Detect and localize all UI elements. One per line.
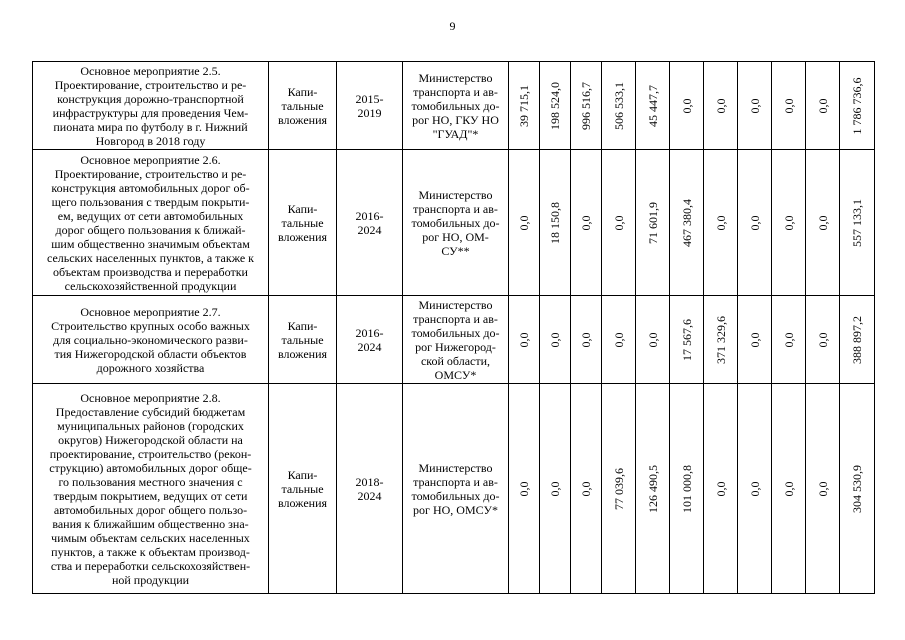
value: 0,0 xyxy=(747,481,762,496)
value: 0,0 xyxy=(713,98,728,113)
value: 0,0 xyxy=(517,481,531,496)
value-cell xyxy=(704,62,738,150)
value-cell xyxy=(806,150,840,296)
measure-description: Основное мероприятие 2.5. Проектирование, строительство и ре- конструкция дорожно-транспортной инфраструктуры для проведения Чем- пионата мира по футболу в г. Нижний Новгород в 2018 году xyxy=(52,63,249,148)
measure-description: Основное мероприятие 2.8. Предоставление субсидий бюджетам муниципальных районов (городских округов) Нижегородской области на проектирование, строительство (рекон- струкцию) автомобильных дорог обще- го пользования местного значения с твердым покрытием, ведущих от сети автомобильных дорог общего пользо- вания к ближайшим общественно зна- чимым объектам сельских населенных пунктов, а также к объектам производ- ства и переработки сельскохозяйствен- ной продукции xyxy=(49,390,252,587)
value-cell xyxy=(636,384,670,594)
value-cell xyxy=(772,384,806,594)
value-cell xyxy=(738,150,772,296)
value: 18 150,8 xyxy=(548,201,562,244)
implementation-period: 2016- 2024 xyxy=(337,296,403,384)
expense-type: Капи- тальные вложения xyxy=(269,296,337,384)
value-cell xyxy=(704,296,738,384)
value-cell xyxy=(509,296,540,384)
value: 0,0 xyxy=(815,481,830,496)
expense-type: Капи- тальные вложения xyxy=(269,62,337,150)
table-row xyxy=(33,150,875,296)
value-cell xyxy=(636,62,670,150)
executor: Министерство транспорта и ав- томобильных до- рог Нижегород- ской области, ОМСУ* xyxy=(403,296,509,384)
value: 198 524,0 xyxy=(548,81,562,130)
total-cell xyxy=(840,62,875,150)
table-row xyxy=(33,296,875,384)
value: 0,0 xyxy=(517,332,531,347)
value: 0,0 xyxy=(679,98,694,113)
implementation-period: 2015- 2019 xyxy=(337,62,403,150)
value: 0,0 xyxy=(645,332,660,347)
value: 0,0 xyxy=(815,215,830,230)
value-cell xyxy=(509,150,540,296)
value-cell xyxy=(571,296,602,384)
value: 0,0 xyxy=(713,481,728,496)
value-cell xyxy=(772,62,806,150)
value: 101 000,8 xyxy=(679,464,694,513)
value: 0,0 xyxy=(747,332,762,347)
value: 467 380,4 xyxy=(679,198,694,247)
table-row xyxy=(33,62,875,150)
executor: Министерство транспорта и ав- томобильных до- рог НО, ГКУ НО "ГУАД"* xyxy=(403,62,509,150)
value: 0,0 xyxy=(781,332,796,347)
value-cell xyxy=(540,62,571,150)
value: 0,0 xyxy=(548,481,562,496)
value-cell xyxy=(571,150,602,296)
value: 996 516,7 xyxy=(579,81,593,130)
total-value: 304 530,9 xyxy=(850,464,864,513)
value: 0,0 xyxy=(747,215,762,230)
value-cell xyxy=(540,384,571,594)
value-cell xyxy=(704,384,738,594)
table-row xyxy=(33,384,875,594)
value: 0,0 xyxy=(548,332,562,347)
implementation-period: 2018- 2024 xyxy=(337,384,403,594)
value-cell xyxy=(806,62,840,150)
expense-type: Капи- тальные вложения xyxy=(269,150,337,296)
value-cell xyxy=(602,62,636,150)
value-cell xyxy=(602,296,636,384)
value-cell xyxy=(571,62,602,150)
total-value: 388 897,2 xyxy=(850,315,864,364)
total-cell xyxy=(840,150,875,296)
value: 17 567,6 xyxy=(679,318,694,361)
implementation-period: 2016- 2024 xyxy=(337,150,403,296)
value-cell xyxy=(806,384,840,594)
value: 371 329,6 xyxy=(713,315,728,364)
value: 0,0 xyxy=(781,481,796,496)
expense-type: Капи- тальные вложения xyxy=(269,384,337,594)
value: 126 490,5 xyxy=(645,464,660,513)
value-cell xyxy=(670,384,704,594)
value-cell xyxy=(806,296,840,384)
executor: Министерство транспорта и ав- томобильных до- рог НО, ОМ- СУ** xyxy=(403,150,509,296)
value: 0,0 xyxy=(815,98,830,113)
value: 71 601,9 xyxy=(645,201,660,244)
value: 0,0 xyxy=(517,215,531,230)
value-cell xyxy=(772,296,806,384)
value: 506 533,1 xyxy=(611,81,626,130)
total-cell xyxy=(840,296,875,384)
value: 0,0 xyxy=(579,215,593,230)
value: 0,0 xyxy=(579,481,593,496)
total-value: 557 133,1 xyxy=(850,198,864,247)
value-cell xyxy=(509,384,540,594)
value-cell xyxy=(670,62,704,150)
value-cell xyxy=(738,384,772,594)
value: 0,0 xyxy=(611,332,626,347)
value-cell xyxy=(670,150,704,296)
measure-description: Основное мероприятие 2.6. Проектирование, строительство и ре- конструкция автомобильных дорог об- щего пользования с твердым покрыти- ем, ведущих от сети автомобильных дорог общего пользования к ближай- шим общественно значимым объектам сельских населенных пунктов, а также к объектам производства и переработки сельскохозяйственной продукции xyxy=(46,152,255,293)
value-cell xyxy=(571,384,602,594)
measure-description-cell xyxy=(33,62,269,150)
value: 0,0 xyxy=(781,98,796,113)
value-cell xyxy=(540,296,571,384)
value: 39 715,1 xyxy=(517,84,531,127)
budget-table xyxy=(32,61,875,594)
value-cell xyxy=(704,150,738,296)
value-cell xyxy=(772,150,806,296)
measure-description: Основное мероприятие 2.7. Строительство крупных особо важных для социально-экономического разви- тия Нижегородской области объектов дорожного хозяйства xyxy=(51,304,250,375)
value: 0,0 xyxy=(815,332,830,347)
page-number: 9 xyxy=(449,19,456,33)
value-cell xyxy=(509,62,540,150)
executor: Министерство транспорта и ав- томобильных до- рог НО, ОМСУ* xyxy=(403,384,509,594)
value-cell xyxy=(636,296,670,384)
value-cell xyxy=(738,296,772,384)
value-cell xyxy=(636,150,670,296)
value: 45 447,7 xyxy=(645,84,660,127)
value-cell xyxy=(602,384,636,594)
value-cell xyxy=(670,296,704,384)
measure-description-cell xyxy=(33,150,269,296)
value: 0,0 xyxy=(747,98,762,113)
value: 0,0 xyxy=(781,215,796,230)
measure-description-cell xyxy=(33,384,269,594)
value: 77 039,6 xyxy=(611,467,626,510)
value: 0,0 xyxy=(579,332,593,347)
value-cell xyxy=(602,150,636,296)
value: 0,0 xyxy=(713,215,728,230)
value-cell xyxy=(738,62,772,150)
measure-description-cell xyxy=(33,296,269,384)
value-cell xyxy=(540,150,571,296)
value: 0,0 xyxy=(611,215,626,230)
total-cell xyxy=(840,384,875,594)
total-value: 1 786 736,6 xyxy=(850,77,864,134)
